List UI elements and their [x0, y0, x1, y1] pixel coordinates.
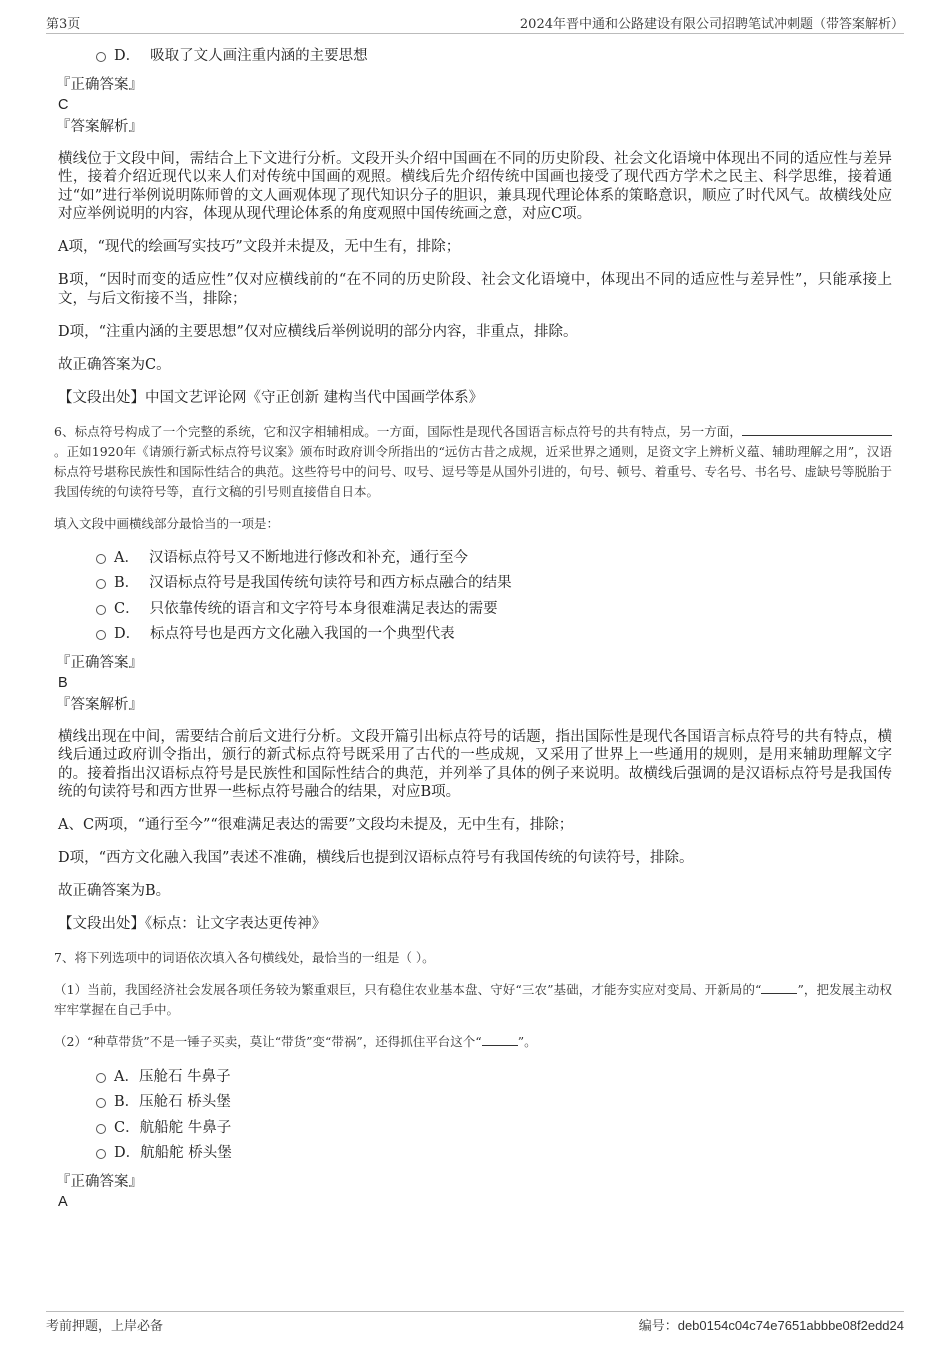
q7-option-b[interactable]: B．压舱石 桥头堡	[58, 1090, 892, 1116]
q7-stem: 7、将下列选项中的词语依次填入各句横线处，最恰当的一组是（ ）。	[54, 949, 435, 965]
source-citation: 【文段出处】《标点：让文字表达更传神》	[58, 916, 327, 932]
radio-icon[interactable]	[96, 1073, 106, 1083]
answer-value: B	[58, 674, 68, 691]
q6-option-d[interactable]: D． 标点符号也是西方文化融入我国的一个典型代表	[58, 622, 892, 648]
radio-icon[interactable]	[96, 630, 106, 640]
footer-slogan: 考前押题，上岸必备	[46, 1319, 164, 1334]
radio-icon[interactable]	[96, 579, 106, 589]
answer-label: 『正确答案』	[56, 76, 143, 93]
q6-options	[58, 546, 892, 648]
answer-blank	[761, 981, 797, 994]
q6-option-a[interactable]: A． 汉语标点符号又不断地进行修改和补充，通行至今	[58, 546, 892, 572]
answer-blank	[742, 423, 892, 436]
page-content	[54, 42, 892, 1212]
answer-blank	[482, 1033, 518, 1046]
analysis-conclusion: 故正确答案为C。	[58, 356, 171, 373]
page-header	[46, 13, 904, 34]
q7-option-a[interactable]: A．压舱石 牛鼻子	[58, 1065, 892, 1091]
analysis-paragraph: D项，“注重内涵的主要思想”仅对应横线后举例说明的部分内容，非重点，排除。	[58, 324, 578, 340]
answer-label: 『正确答案』	[56, 654, 143, 671]
radio-icon[interactable]	[96, 1124, 106, 1134]
radio-icon[interactable]	[96, 605, 106, 615]
analysis-label: 『答案解析』	[56, 696, 143, 713]
radio-icon[interactable]	[96, 52, 106, 62]
q6-prompt: 填入文段中画横线部分最恰当的一项是：	[54, 515, 280, 531]
q7-sentence-1: （1）当前，我国经济社会发展各项任务较为繁重艰巨，只有稳住农业基本盘、守好“三农”基础，才能夯实应对变局、开新局的“ ”，把发展主动权牢牢掌握在自己手中。	[54, 981, 892, 1017]
analysis-conclusion: 故正确答案为B。	[58, 882, 171, 899]
q7-options	[58, 1065, 892, 1167]
analysis-paragraph: 横线位于文段中间，需结合上下文进行分析。文段开头介绍中国画在不同的历史阶段、社会文化语境中体现出不同的适应性与差异性，接着介绍近现代以来人们对传统中国画的观照。横线后先介绍传统中国画也接受了现代西方学术之民主、科学思维，接着通过“如”进行举例说明陈师曾的文人画观体现了现代知识分子的胆识，兼具现代理论体系的策略意识，顺应了时代风气。故横线处应对应举例说明的内容，体现从现代理论体系的角度观照中国传统画之意，对应C项。	[58, 150, 892, 222]
q6-option-c[interactable]: C． 只依靠传统的语言和文字符号本身很难满足表达的需要	[58, 597, 892, 623]
document-title: 2024年晋中通和公路建设有限公司招聘笔试冲刺题（带答案解析）	[519, 17, 904, 32]
radio-icon[interactable]	[96, 1149, 106, 1159]
q5-option-d[interactable]: D． 吸取了文人画注重内涵的主要思想	[58, 44, 892, 70]
page-number: 第3页	[46, 17, 81, 32]
analysis-label: 『答案解析』	[56, 118, 143, 135]
q6-option-b[interactable]: B． 汉语标点符号是我国传统句读符号和西方标点融合的结果	[58, 571, 892, 597]
analysis-paragraph: A、C两项，“通行至今”“很难满足表达的需要”文段均未提及，无中生有，排除；	[58, 816, 574, 833]
source-citation: 【文段出处】中国文艺评论网《守正创新 建构当代中国画学体系》	[58, 390, 484, 406]
analysis-paragraph: D项，“西方文化融入我国”表述不准确，横线后也提到汉语标点符号有我国传统的句读符号，排除。	[58, 850, 694, 866]
analysis-paragraph: A项，“现代的绘画写实技巧”文段并未提及，无中生有，排除；	[58, 238, 461, 255]
answer-value: C	[58, 96, 69, 113]
q7-sentence-2: （2）“种草带货”不是一锤子买卖，莫让“带货”变“带祸”，还得抓住平台这个“ ”。	[54, 1033, 537, 1049]
answer-label: 『正确答案』	[56, 1173, 143, 1190]
q6-stem: 6、标点符号构成了一个完整的系统，它和汉字相辅相成。一方面，国际性是现代各国语言标点符号的共有特点，另一方面，。正如1920年《请颁行新式标点符号议案》颁布时政府训令所指出的“远仿古昔之成规，近采世界之通则，足资文字上辨析义蕴、辅助理解之用”，汉语标点符号堪称民族性和国际性结合的典范。这些符号中的问号、叹号、逗号等是从国外引进的，句号、顿号、着重号、专名号、书名号、虚缺号等脱胎于我国传统的句读符号等，直行文稿的引号则直接借自日本。	[54, 423, 892, 499]
document-id: 编号：deb0154c04c74e7651abbbe08f2edd24	[638, 1318, 904, 1334]
answer-value: A	[58, 1193, 68, 1210]
q7-option-d[interactable]: D．航船舵 桥头堡	[58, 1141, 892, 1167]
q7-option-c[interactable]: C．航船舵 牛鼻子	[58, 1116, 892, 1142]
analysis-paragraph: 横线出现在中间，需要结合前后文进行分析。文段开篇引出标点符号的话题，指出国际性是现代各国语言标点符号的共有特点，横线后通过政府训令指出，颁行的新式标点符号既采用了古代的一些成规，又采用了世界上一些通用的规则，是用来辅助理解文字的。接着指出汉语标点符号是民族性和国际性结合的典范，并列举了具体的例子来说明。故横线后强调的是汉语标点符号是我国传统的句读符号和西方世界一些标点符号融合的结果，对应B项。	[58, 728, 892, 800]
analysis-paragraph: B项，“因时而变的适应性”仅对应横线前的“在不同的历史阶段、社会文化语境中，体现出不同的适应性与差异性”，只能承接上文，与后文衔接不当，排除；	[58, 272, 892, 307]
radio-icon[interactable]	[96, 1098, 106, 1108]
page-footer	[46, 1311, 904, 1337]
radio-icon[interactable]	[96, 554, 106, 564]
